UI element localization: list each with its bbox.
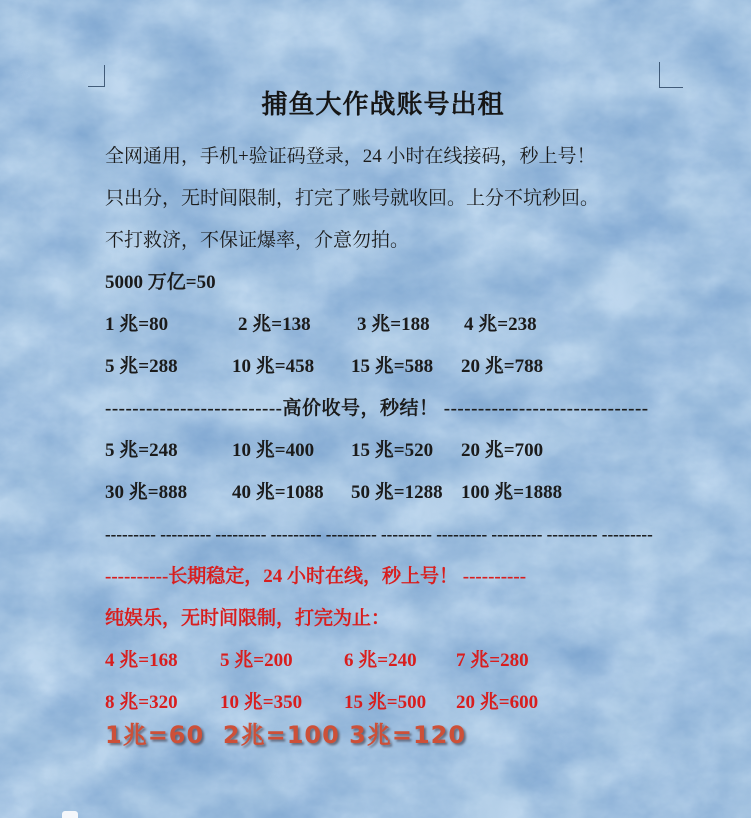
base-price-line: 5000 万亿=50 [105, 272, 216, 293]
price-cell: 15 兆=500 [344, 692, 427, 713]
divider-dashes-left: -------------------------- [105, 398, 283, 419]
price-cell: 4 兆=238 [464, 314, 537, 335]
price-cell: 20 兆=788 [461, 356, 544, 377]
price-cell: 10 兆=458 [232, 356, 315, 377]
price-cell: 7 兆=280 [456, 650, 529, 671]
promo-bottom-price-line: 1兆=60 2兆=100 3兆=120 [105, 721, 467, 749]
price-cell: 6 兆=240 [344, 650, 417, 671]
buyback-divider [105, 394, 661, 436]
page-bottom-marker [62, 811, 78, 818]
price-cell: 5 兆=200 [220, 650, 293, 671]
price-cell: 3 兆=188 [357, 314, 430, 335]
price-cell: 2 兆=138 [238, 314, 311, 335]
price-cell: 10 兆=400 [232, 440, 315, 461]
rent-price-row-1 [105, 310, 661, 352]
price-cell: 5 兆=288 [105, 356, 178, 377]
buyback-divider-label: 高价收号，秒结！ [282, 398, 439, 419]
price-cell: 15 兆=520 [351, 440, 434, 461]
price-cell: 8 兆=320 [105, 692, 178, 713]
price-cell: 15 兆=588 [351, 356, 434, 377]
price-cell: 20 兆=600 [456, 692, 539, 713]
price-cell: 30 兆=888 [105, 482, 188, 503]
buyback-price-row-2 [105, 478, 661, 520]
page-title: 捕鱼大作战账号出租 [261, 90, 505, 119]
promo-headline: ----------长期稳定，24 小时在线，秒上号！ ---------- [105, 566, 527, 587]
buyback-price-row-1 [105, 436, 661, 478]
price-cell: 5 兆=248 [105, 440, 178, 461]
section-divider-line: --------- --------- --------- --------- --------- --------- --------- --------- --------- --------- [105, 525, 653, 544]
price-cell: 1 兆=80 [105, 314, 169, 335]
rent-price-row-2 [105, 352, 661, 394]
margin-mark-top-right [659, 62, 683, 88]
intro-line-2: 只出分，无时间限制，打完了账号就收回。上分不坑秒回。 [105, 188, 600, 209]
price-cell: 10 兆=350 [220, 692, 303, 713]
price-cell: 4 兆=168 [105, 650, 178, 671]
margin-mark-top-left [88, 65, 105, 87]
promo-price-row-1 [105, 646, 661, 688]
intro-line-1: 全网通用，手机+验证码登录，24 小时在线接码，秒上号！ [105, 146, 596, 167]
divider-dashes-right: ------------------------------ [438, 398, 649, 419]
price-cell: 50 兆=1288 [351, 482, 443, 503]
document-content [105, 88, 661, 758]
price-cell: 100 兆=1888 [461, 482, 563, 503]
promo-subline: 纯娱乐，无时间限制，打完为止： [105, 608, 391, 629]
intro-line-3: 不打救济，不保证爆率，介意勿拍。 [105, 230, 410, 251]
price-cell: 40 兆=1088 [232, 482, 324, 503]
price-cell: 20 兆=700 [461, 440, 544, 461]
